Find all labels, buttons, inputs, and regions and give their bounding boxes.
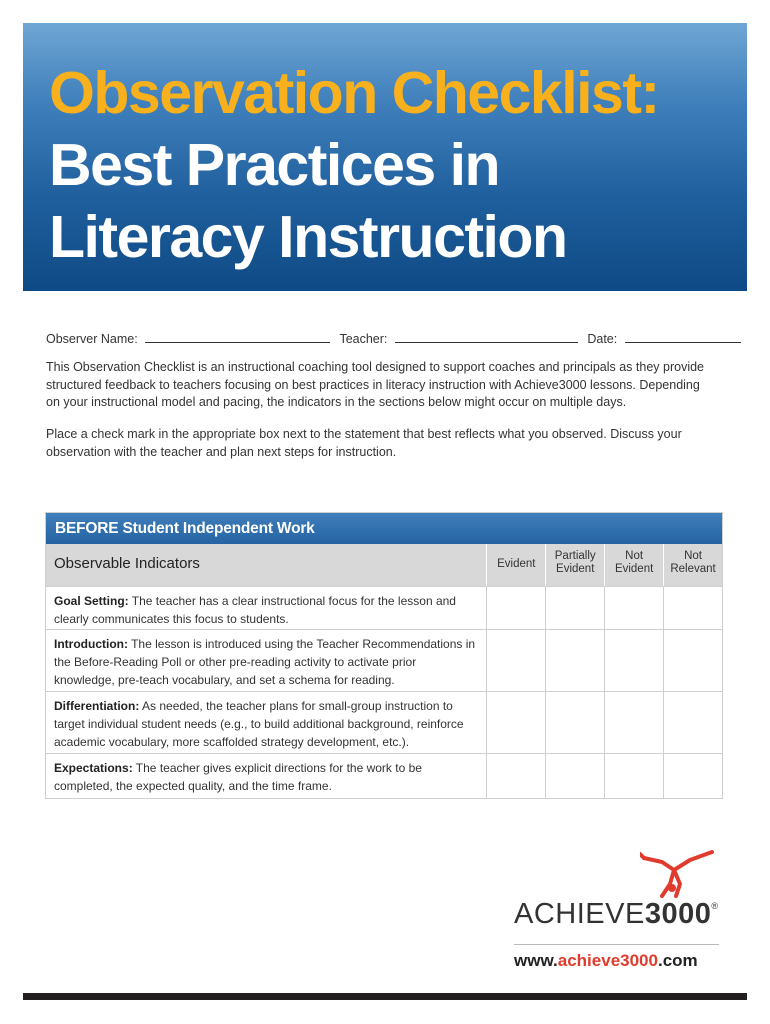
teacher-label: Teacher: (339, 332, 388, 346)
website-link[interactable] (514, 951, 698, 971)
checkbox-evident[interactable] (486, 630, 545, 691)
title-line-3: Literacy Instruction (49, 204, 567, 270)
indicator-text: The teacher has a clear instructional focus for the lesson and clearly communicates this focus to students. (54, 594, 456, 626)
table-row (46, 691, 722, 753)
section-title: BEFORE Student Independent Work (46, 513, 722, 544)
indicator-term: Goal Setting: (54, 594, 129, 608)
checkbox-evident[interactable] (486, 754, 545, 798)
checkbox-not-evident[interactable] (604, 754, 663, 798)
checkbox-evident[interactable] (486, 692, 545, 753)
indicator-text: The lesson is introduced using the Teacher Recommendations in the Before-Reading Poll or other pre-reading activity to activate prior knowledge, pre-teach vocabulary, and set a schema for reading. (54, 637, 476, 687)
achieve3000-logo (514, 848, 724, 973)
indicator-term: Expectations: (54, 761, 133, 775)
col-header-not-evident (604, 544, 663, 586)
col-header-partially-evident (545, 544, 604, 586)
instructions-paragraph: Place a check mark in the appropriate box next to the statement that best reflects what you observed. Discuss your observation with the teacher and plan next steps for instruction. (46, 427, 682, 459)
logo-wordmark (514, 898, 718, 931)
acrobat-figure-icon (640, 848, 718, 898)
indicator-text: As needed, the teacher plans for small-group instruction to target individual student needs (e.g., to build additional background, reinforce academic vocabulary, more scaffolded strategy development, etc.). (54, 699, 464, 749)
checkbox-partially-evident[interactable] (545, 754, 604, 798)
checkbox-partially-evident[interactable] (545, 692, 604, 753)
col-not-relevant-label-1: Not (684, 550, 702, 562)
date-field[interactable] (625, 331, 741, 343)
table-row (46, 586, 722, 629)
checkbox-not-evident[interactable] (604, 630, 663, 691)
teacher-field[interactable] (395, 331, 578, 343)
logo-word: ACHIEVE (514, 898, 645, 930)
title-line-2: Best Practices in (49, 132, 500, 198)
col-not-evident-label-2: Evident (614, 563, 654, 575)
logo-number: 3000 (644, 898, 712, 930)
col-not-relevant-label-2: Relevant (670, 563, 716, 575)
checkbox-partially-evident[interactable] (545, 587, 604, 629)
footer-bar (23, 993, 747, 1000)
indicator-term: Introduction: (54, 637, 128, 651)
checkbox-not-relevant[interactable] (663, 692, 722, 753)
indicator-expectations (46, 754, 486, 798)
indicator-text: The teacher gives explicit directions for the work to be completed, the expected quality, and the time frame. (54, 761, 422, 793)
col-not-evident-label-1: Not (625, 550, 644, 562)
checkbox-not-relevant[interactable] (663, 587, 722, 629)
table-row (46, 753, 722, 798)
col-evident-label: Evident (497, 558, 536, 570)
indicator-term: Differentiation: (54, 699, 140, 713)
registered-mark: ® (711, 901, 719, 911)
title-line-1: Observation Checklist: (49, 60, 659, 126)
indicators-header: Observable Indicators (54, 555, 200, 572)
col-header-not-relevant (663, 544, 722, 586)
observer-name-label: Observer Name: (46, 332, 138, 346)
observer-name-field[interactable] (145, 331, 330, 343)
indicator-introduction (46, 630, 486, 691)
checkbox-not-evident[interactable] (604, 587, 663, 629)
page-title (49, 57, 747, 273)
url-prefix: www. (514, 951, 558, 970)
col-partially-label-2: Evident (556, 563, 595, 575)
url-suffix: .com (657, 951, 698, 970)
table-header-row (46, 544, 722, 586)
col-partially-label-1: Partially (554, 550, 596, 562)
checklist-table (45, 512, 723, 799)
checkbox-evident[interactable] (486, 587, 545, 629)
checkbox-not-relevant[interactable] (663, 754, 722, 798)
table-row (46, 629, 722, 691)
intro-paragraph: This Observation Checklist is an instructional coaching tool designed to support coaches and principals as they provide structured feedback to teachers focusing on best practices in literacy instruction with Achieve3000 lessons. Depending on your instructional model and pacing, the indicators in the sections below might occur on multiple days. (46, 360, 705, 409)
indicator-goal-setting (46, 587, 486, 629)
checkbox-not-relevant[interactable] (663, 630, 722, 691)
indicator-differentiation (46, 692, 486, 753)
col-header-evident (486, 544, 545, 586)
date-label: Date: (587, 332, 618, 346)
observer-fields (46, 331, 726, 346)
checkbox-partially-evident[interactable] (545, 630, 604, 691)
logo-divider (514, 944, 719, 945)
url-brand: achieve3000 (557, 951, 658, 970)
title-banner (23, 23, 747, 291)
checkbox-not-evident[interactable] (604, 692, 663, 753)
